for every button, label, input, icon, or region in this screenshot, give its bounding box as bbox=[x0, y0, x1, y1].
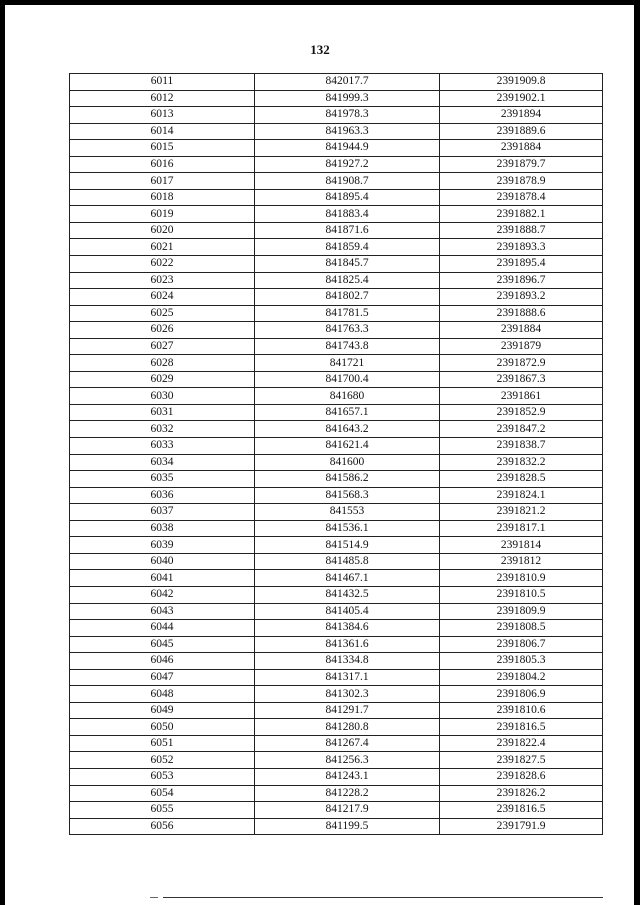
point-id-cell: 6031 bbox=[70, 404, 255, 421]
point-id-cell: 6023 bbox=[70, 272, 255, 289]
point-id-cell: 6017 bbox=[70, 173, 255, 190]
x-coordinate-cell: 841467.1 bbox=[255, 570, 440, 587]
point-id-cell: 6045 bbox=[70, 636, 255, 653]
y-coordinate-cell: 2391861 bbox=[440, 388, 603, 405]
point-id-cell: 6022 bbox=[70, 256, 255, 273]
y-coordinate-cell: 2391909.8 bbox=[440, 74, 603, 91]
point-id-cell: 6033 bbox=[70, 438, 255, 455]
scan-border-top bbox=[0, 0, 640, 5]
point-id-cell: 6018 bbox=[70, 189, 255, 206]
y-coordinate-cell: 2391806.9 bbox=[440, 686, 603, 703]
table-row bbox=[70, 487, 603, 504]
table-row bbox=[70, 768, 603, 785]
x-coordinate-cell: 841586.2 bbox=[255, 471, 440, 488]
y-coordinate-cell: 2391878.9 bbox=[440, 173, 603, 190]
table-row bbox=[70, 570, 603, 587]
x-coordinate-cell: 841978.3 bbox=[255, 107, 440, 124]
table-row bbox=[70, 404, 603, 421]
y-coordinate-cell: 2391832.2 bbox=[440, 454, 603, 471]
point-id-cell: 6050 bbox=[70, 719, 255, 736]
y-coordinate-cell: 2391893.3 bbox=[440, 239, 603, 256]
point-id-cell: 6038 bbox=[70, 520, 255, 537]
x-coordinate-cell: 841680 bbox=[255, 388, 440, 405]
x-coordinate-cell: 841927.2 bbox=[255, 156, 440, 173]
table-row bbox=[70, 669, 603, 686]
point-id-cell: 6027 bbox=[70, 338, 255, 355]
x-coordinate-cell: 841908.7 bbox=[255, 173, 440, 190]
y-coordinate-cell: 2391852.9 bbox=[440, 404, 603, 421]
point-id-cell: 6037 bbox=[70, 504, 255, 521]
point-id-cell: 6041 bbox=[70, 570, 255, 587]
x-coordinate-cell: 841845.7 bbox=[255, 256, 440, 273]
table-row bbox=[70, 702, 603, 719]
table-row bbox=[70, 752, 603, 769]
point-id-cell: 6012 bbox=[70, 90, 255, 107]
table-row bbox=[70, 802, 603, 819]
table-row bbox=[70, 421, 603, 438]
table-row bbox=[70, 371, 603, 388]
table-row bbox=[70, 520, 603, 537]
y-coordinate-cell: 2391821.2 bbox=[440, 504, 603, 521]
y-coordinate-cell: 2391889.6 bbox=[440, 123, 603, 140]
x-coordinate-cell: 841317.1 bbox=[255, 669, 440, 686]
coordinate-table-body bbox=[70, 74, 603, 835]
x-coordinate-cell: 841553 bbox=[255, 504, 440, 521]
y-coordinate-cell: 2391810.5 bbox=[440, 586, 603, 603]
table-row bbox=[70, 553, 603, 570]
x-coordinate-cell: 841763.3 bbox=[255, 322, 440, 339]
y-coordinate-cell: 2391884 bbox=[440, 140, 603, 157]
y-coordinate-cell: 2391816.5 bbox=[440, 802, 603, 819]
y-coordinate-cell: 2391810.6 bbox=[440, 702, 603, 719]
point-id-cell: 6056 bbox=[70, 818, 255, 835]
table-row bbox=[70, 818, 603, 835]
y-coordinate-cell: 2391817.1 bbox=[440, 520, 603, 537]
y-coordinate-cell: 2391827.5 bbox=[440, 752, 603, 769]
point-id-cell: 6025 bbox=[70, 305, 255, 322]
x-coordinate-cell: 841405.4 bbox=[255, 603, 440, 620]
x-coordinate-cell: 841280.8 bbox=[255, 719, 440, 736]
y-coordinate-cell: 2391879 bbox=[440, 338, 603, 355]
y-coordinate-cell: 2391872.9 bbox=[440, 355, 603, 372]
point-id-cell: 6040 bbox=[70, 553, 255, 570]
point-id-cell: 6047 bbox=[70, 669, 255, 686]
x-coordinate-cell: 841536.1 bbox=[255, 520, 440, 537]
table-row bbox=[70, 123, 603, 140]
point-id-cell: 6019 bbox=[70, 206, 255, 223]
point-id-cell: 6044 bbox=[70, 620, 255, 637]
table-row bbox=[70, 272, 603, 289]
x-coordinate-cell: 841963.3 bbox=[255, 123, 440, 140]
scan-border-right bbox=[634, 0, 640, 905]
point-id-cell: 6014 bbox=[70, 123, 255, 140]
x-coordinate-cell: 841999.3 bbox=[255, 90, 440, 107]
x-coordinate-cell: 841199.5 bbox=[255, 818, 440, 835]
y-coordinate-cell: 2391895.4 bbox=[440, 256, 603, 273]
table-row bbox=[70, 355, 603, 372]
x-coordinate-cell: 841217.9 bbox=[255, 802, 440, 819]
point-id-cell: 6011 bbox=[70, 74, 255, 91]
table-row bbox=[70, 504, 603, 521]
x-coordinate-cell: 841384.6 bbox=[255, 620, 440, 637]
table-row bbox=[70, 189, 603, 206]
point-id-cell: 6052 bbox=[70, 752, 255, 769]
x-coordinate-cell: 841291.7 bbox=[255, 702, 440, 719]
table-row bbox=[70, 173, 603, 190]
y-coordinate-cell: 2391824.1 bbox=[440, 487, 603, 504]
x-coordinate-cell: 841700.4 bbox=[255, 371, 440, 388]
table-row bbox=[70, 785, 603, 802]
y-coordinate-cell: 2391902.1 bbox=[440, 90, 603, 107]
y-coordinate-cell: 2391894 bbox=[440, 107, 603, 124]
x-coordinate-cell: 841600 bbox=[255, 454, 440, 471]
y-coordinate-cell: 2391882.1 bbox=[440, 206, 603, 223]
y-coordinate-cell: 2391893.2 bbox=[440, 289, 603, 306]
table-row bbox=[70, 305, 603, 322]
table-row bbox=[70, 239, 603, 256]
table-row bbox=[70, 636, 603, 653]
y-coordinate-cell: 2391804.2 bbox=[440, 669, 603, 686]
point-id-cell: 6043 bbox=[70, 603, 255, 620]
point-id-cell: 6036 bbox=[70, 487, 255, 504]
table-row bbox=[70, 222, 603, 239]
x-coordinate-cell: 841228.2 bbox=[255, 785, 440, 802]
table-row bbox=[70, 603, 603, 620]
table-row bbox=[70, 107, 603, 124]
table-row bbox=[70, 74, 603, 91]
x-coordinate-cell: 841514.9 bbox=[255, 537, 440, 554]
x-coordinate-cell: 841256.3 bbox=[255, 752, 440, 769]
table-row bbox=[70, 256, 603, 273]
point-id-cell: 6030 bbox=[70, 388, 255, 405]
point-id-cell: 6039 bbox=[70, 537, 255, 554]
y-coordinate-cell: 2391879.7 bbox=[440, 156, 603, 173]
point-id-cell: 6055 bbox=[70, 802, 255, 819]
y-coordinate-cell: 2391828.6 bbox=[440, 768, 603, 785]
y-coordinate-cell: 2391878.4 bbox=[440, 189, 603, 206]
y-coordinate-cell: 2391896.7 bbox=[440, 272, 603, 289]
y-coordinate-cell: 2391816.5 bbox=[440, 719, 603, 736]
x-coordinate-cell: 841721 bbox=[255, 355, 440, 372]
y-coordinate-cell: 2391812 bbox=[440, 553, 603, 570]
y-coordinate-cell: 2391806.7 bbox=[440, 636, 603, 653]
table-row bbox=[70, 653, 603, 670]
x-coordinate-cell: 841568.3 bbox=[255, 487, 440, 504]
x-coordinate-cell: 841802.7 bbox=[255, 289, 440, 306]
x-coordinate-cell: 841621.4 bbox=[255, 438, 440, 455]
x-coordinate-cell: 841895.4 bbox=[255, 189, 440, 206]
y-coordinate-cell: 2391822.4 bbox=[440, 735, 603, 752]
y-coordinate-cell: 2391884 bbox=[440, 322, 603, 339]
y-coordinate-cell: 2391888.7 bbox=[440, 222, 603, 239]
y-coordinate-cell: 2391814 bbox=[440, 537, 603, 554]
point-id-cell: 6053 bbox=[70, 768, 255, 785]
y-coordinate-cell: 2391847.2 bbox=[440, 421, 603, 438]
point-id-cell: 6032 bbox=[70, 421, 255, 438]
table-row bbox=[70, 719, 603, 736]
x-coordinate-cell: 841302.3 bbox=[255, 686, 440, 703]
point-id-cell: 6016 bbox=[70, 156, 255, 173]
scan-border-left bbox=[0, 0, 5, 905]
point-id-cell: 6048 bbox=[70, 686, 255, 703]
table-row bbox=[70, 537, 603, 554]
table-row bbox=[70, 620, 603, 637]
y-coordinate-cell: 2391888.6 bbox=[440, 305, 603, 322]
x-coordinate-cell: 841944.9 bbox=[255, 140, 440, 157]
x-coordinate-cell: 841432.5 bbox=[255, 586, 440, 603]
point-id-cell: 6024 bbox=[70, 289, 255, 306]
table-row bbox=[70, 454, 603, 471]
point-id-cell: 6029 bbox=[70, 371, 255, 388]
table-row bbox=[70, 586, 603, 603]
x-coordinate-cell: 841781.5 bbox=[255, 305, 440, 322]
point-id-cell: 6013 bbox=[70, 107, 255, 124]
point-id-cell: 6028 bbox=[70, 355, 255, 372]
y-coordinate-cell: 2391808.5 bbox=[440, 620, 603, 637]
table-row bbox=[70, 438, 603, 455]
y-coordinate-cell: 2391867.3 bbox=[440, 371, 603, 388]
x-coordinate-cell: 841883.4 bbox=[255, 206, 440, 223]
x-coordinate-cell: 841871.6 bbox=[255, 222, 440, 239]
footer-rule bbox=[163, 897, 603, 898]
table-row bbox=[70, 322, 603, 339]
table-row bbox=[70, 735, 603, 752]
point-id-cell: 6021 bbox=[70, 239, 255, 256]
y-coordinate-cell: 2391809.9 bbox=[440, 603, 603, 620]
x-coordinate-cell: 841643.2 bbox=[255, 421, 440, 438]
table-row bbox=[70, 338, 603, 355]
table-row bbox=[70, 206, 603, 223]
table-row bbox=[70, 388, 603, 405]
point-id-cell: 6020 bbox=[70, 222, 255, 239]
table-row bbox=[70, 156, 603, 173]
y-coordinate-cell: 2391810.9 bbox=[440, 570, 603, 587]
point-id-cell: 6046 bbox=[70, 653, 255, 670]
x-coordinate-cell: 841657.1 bbox=[255, 404, 440, 421]
page-number: 132 bbox=[310, 42, 330, 57]
x-coordinate-cell: 841743.8 bbox=[255, 338, 440, 355]
table-row bbox=[70, 686, 603, 703]
y-coordinate-cell: 2391828.5 bbox=[440, 471, 603, 488]
y-coordinate-cell: 2391826.2 bbox=[440, 785, 603, 802]
point-id-cell: 6054 bbox=[70, 785, 255, 802]
table-row bbox=[70, 471, 603, 488]
y-coordinate-cell: 2391791.9 bbox=[440, 818, 603, 835]
x-coordinate-cell: 841825.4 bbox=[255, 272, 440, 289]
coordinate-table bbox=[69, 73, 603, 835]
x-coordinate-cell: 842017.7 bbox=[255, 74, 440, 91]
x-coordinate-cell: 841267.4 bbox=[255, 735, 440, 752]
y-coordinate-cell: 2391838.7 bbox=[440, 438, 603, 455]
point-id-cell: 6049 bbox=[70, 702, 255, 719]
point-id-cell: 6042 bbox=[70, 586, 255, 603]
point-id-cell: 6026 bbox=[70, 322, 255, 339]
table-row bbox=[70, 140, 603, 157]
point-id-cell: 6034 bbox=[70, 454, 255, 471]
x-coordinate-cell: 841859.4 bbox=[255, 239, 440, 256]
x-coordinate-cell: 841361.6 bbox=[255, 636, 440, 653]
point-id-cell: 6015 bbox=[70, 140, 255, 157]
point-id-cell: 6051 bbox=[70, 735, 255, 752]
x-coordinate-cell: 841243.1 bbox=[255, 768, 440, 785]
y-coordinate-cell: 2391805.3 bbox=[440, 653, 603, 670]
x-coordinate-cell: 841334.8 bbox=[255, 653, 440, 670]
x-coordinate-cell: 841485.8 bbox=[255, 553, 440, 570]
table-row bbox=[70, 289, 603, 306]
footer-dash bbox=[150, 897, 158, 898]
point-id-cell: 6035 bbox=[70, 471, 255, 488]
table-row bbox=[70, 90, 603, 107]
